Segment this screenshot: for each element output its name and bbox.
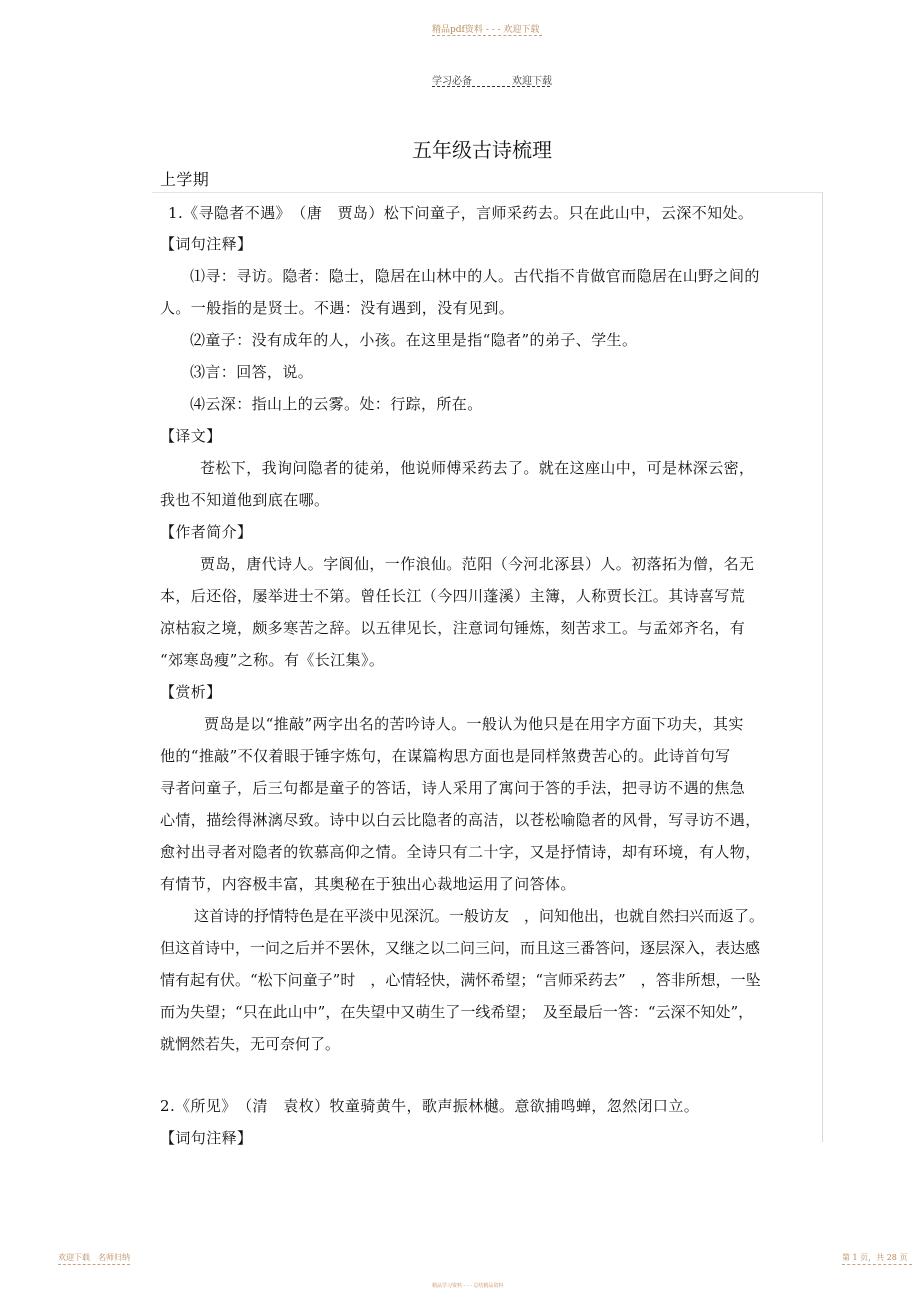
poem2-notes-heading: 【词句注释】	[160, 1129, 253, 1147]
poem1-appreciation-line: 贾岛是以“推敲”两字出名的苦吟诗人。一般认为他只是在用字方面下功夫，其实	[204, 715, 744, 733]
header-right-label: 欢迎下载	[512, 76, 552, 87]
footer-page-number: 第 1 页，共 28 页	[842, 1253, 908, 1262]
footer-right-divider	[842, 1264, 912, 1265]
semester-label: 上学期	[160, 170, 210, 189]
poem1-author-line: 凉枯寂之境，颇多寒苦之辞。以五律见长，注意词句锤炼，刻苦求工。与孟郊齐名，有	[160, 619, 746, 637]
poem1-appreciation-heading: 【赏析】	[160, 683, 222, 701]
content-frame-right	[822, 192, 823, 1142]
poem1-note-line: ⑷云深：指山上的云雾。处：行踪，所在。	[190, 395, 483, 413]
poem1-note-line: 人。一般指的是贤士。不遇：没有遇到，没有见到。	[160, 299, 515, 317]
poem1-appreciation2-line: 但这首诗中，一问之后并不罢休，又继之以二问三问，而且这三番答问，逐层深入，表达感	[160, 939, 761, 957]
poem1-note-line: ⑵童子：没有成年的人，小孩。在这里是指“隐者”的弟子、学生。	[190, 331, 638, 349]
poem1-appreciation-line: 寻者问童子，后三句都是童子的答话，诗人采用了寓问于答的手法，把寻访不遇的焦急	[160, 779, 746, 797]
poem1-appreciation-line: 心情，描绘得淋漓尽致。诗中以白云比隐者的高洁，以苍松喻隐者的风骨，写寻访不遇，	[160, 811, 761, 829]
top-banner-divider	[432, 35, 542, 36]
poem1-translation-heading: 【译文】	[160, 427, 222, 445]
footer-center: 精品学习资料 - - - 总结精品资料	[432, 1283, 504, 1289]
footer-left-divider	[58, 1264, 130, 1265]
poem1-appreciation2-line: 情有起有伏。“松下问童子”时 ，心情轻快，满怀希望；“言师采药去” ，答非所想，一坠	[160, 971, 761, 989]
top-banner: 精品pdf资料 - - - 欢迎下载	[432, 25, 540, 35]
poem1-author-line: 贾岛，唐代诗人。字阆仙，一作浪仙。范阳（今河北涿县）人。初落拓为僧，名无	[200, 555, 755, 573]
poem1-note-line: ⑶言：回答，说。	[190, 363, 314, 381]
poem1-appreciation-line: 有情节，内容极丰富，其奥秘在于独出心裁地运用了问答体。	[160, 875, 576, 893]
poem1-line: 1.《寻隐者不遇》 （唐 贾岛）松下问童子，言师采药去。只在此山中，云深不知处。	[168, 204, 754, 222]
poem1-appreciation-line: 他的“推敲”不仅着眼于锤字炼句，在谋篇构思方面也是同样煞费苦心的。此诗首句写	[160, 747, 731, 765]
poem1-appreciation2-line: 这首诗的抒情特色是在平淡中见深沉。一般访友 ，问知他出，也就自然扫兴而返了。	[194, 907, 765, 925]
poem1-author-line: “郊寒岛瘦”之称。有《长江集》。	[160, 651, 385, 669]
poem1-translation-line: 苍松下，我询问隐者的徒弟，他说师傅采药去了。就在这座山中，可是林深云密，	[200, 459, 755, 477]
poem1-author-heading: 【作者简介】	[160, 523, 253, 541]
poem2-line: 2.《所见》 （清 袁枚）牧童骑黄牛，歌声振林樾。意欲捕鸣蝉，忽然闭口立。	[160, 1097, 700, 1115]
page-title: 五年级古诗梳理	[412, 138, 552, 162]
poem1-notes-heading: 【词句注释】	[160, 235, 253, 253]
content-frame-top	[152, 192, 822, 193]
footer-left: 欢迎下载 名师归纳	[58, 1253, 130, 1262]
poem1-note-line: ⑴寻：寻访。隐者：隐士，隐居在山林中的人。古代指不肯做官而隐居在山野之间的	[190, 267, 760, 285]
poem1-appreciation-line: 愈衬出寻者对隐者的钦慕高仰之情。全诗只有二十字，又是抒情诗，却有环境，有人物，	[160, 843, 761, 861]
poem1-author-line: 本，后还俗，屡举进士不第。曾任长江（今四川蓬溪）主簿，人称贾长江。其诗喜写荒	[160, 587, 746, 605]
poem1-translation-line: 我也不知道他到底在哪。	[160, 491, 330, 509]
header-divider	[432, 86, 550, 87]
header-left-label: 学习必备	[432, 76, 472, 87]
poem1-appreciation2-line: 就惘然若失，无可奈何了。	[160, 1035, 341, 1053]
poem1-appreciation2-line: 而为失望；“只在此山中”，在失望中又萌生了一线希望； 及至最后一答：“云深不知处”，	[160, 1003, 754, 1021]
